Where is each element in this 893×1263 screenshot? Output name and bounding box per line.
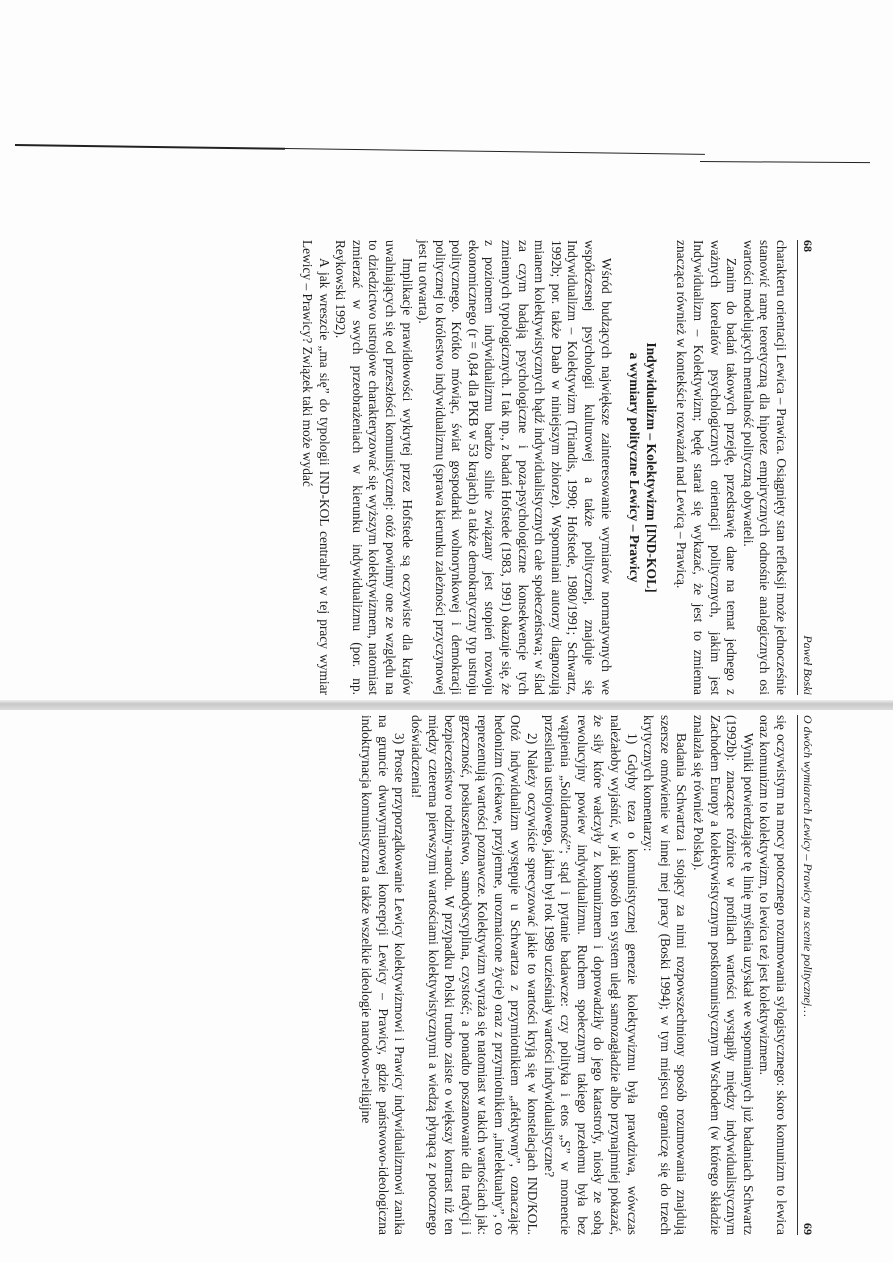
running-head: Paweł Boski <box>801 635 815 695</box>
paragraph: się oczywistym na mocy potocznego rozumowania sylogistycznego: skoro komunizm to lewica oraz komunizm to kolektywizm, to lewica też jest kolektywizmem. <box>757 715 789 1235</box>
paragraph: Wyniki potwierdzające tę linię myślenia uzyskał we wspomnianych już badaniach Schwartz (1992b): znaczące różnice w profilach wartości wystąpiły między indywidualistycznym Zachodem Europy a kolektywistycznym postkomunistycznym Wschodem (w którego składzie znalazła się również Polska). <box>691 715 756 1235</box>
paragraph: charakteru orientacji Lewica – Prawica. Osiągnięty stan refleksji może jednocześnie stanowić ramę teoretyczną dla hipotez empirycznych odnośnie analogicznych osi wartości modelujących mentalność polityczną obywateli. <box>740 240 789 695</box>
paragraph: Implikacje prawidłowości wykrytej przez Hofstede są oczywiste dla krajów uwalniających się od przeszłości komunistycznej: otóż powinny one ze względu na to dziedzictwo ustrojowe charakteryzować się wyższym kolektywizmem, natomiast zmierzać w swych przeobrażeniach w kierunku indywidualizmu (por. np. Reykowski 1992). <box>333 240 415 695</box>
section-heading-line: a wymiary polityczne Lewicy – Prawicy <box>627 352 643 583</box>
paragraph: A jak wreszcie „ma się” do typologii IND-KOL centralny w tej pracy wymiar Lewicy – Prawicy? Związek taki może wydać <box>299 240 332 695</box>
list-item: 3) Proste przyporządkowanie Lewicy kolektywizmowi i Prawicy indywidualizmowi zanika na gruncie dwuwymiarowej koncepcji Lewicy – Prawicy, gdzie państwowo-ideologiczna indoktrynacja komunistyczna a także wszelkie ideologie narodowo-religijne <box>359 715 408 1235</box>
left-page-header <box>797 240 815 695</box>
section-heading <box>626 240 659 695</box>
scan-artifact-line <box>700 161 870 163</box>
page-number: 69 <box>801 1223 815 1235</box>
section-heading-line: Indywidualizm – Kolektywizm [IND-KOL] <box>643 342 659 593</box>
right-page-header <box>797 715 815 1235</box>
list-item: 1) Gdyby teza o komunistycznej genezie kolektywizmu była prawdziwa, wówczas należałoby wyjaśnić, w jaki sposób ten system uległ samozagładzie albo przynajmniej pokazać, że siły które wałczyły z komunizmem i doprowadziły do jego katastrofy, niosły ze sobą rewolucyjny powiew indywidualizmu. Ruchem społecznym takiego przełomu była bez wątpienia „Solidarność”; stąd i pytanie badawcze: czy polityka i etos „S” w momencie przesilenia ustrojowego, jakim był rok 1989 uczieśniały wartości indywidualistyczne? <box>541 715 640 1235</box>
paragraph: Zanim do badań takowych przejdę, przedstawię dane na temat jednego z ważnych korelatów psychologicznych orientacji politycznych, jakim jest Indywidualizm – Kolektywizm; będę starał się wykazać, że jest to zmienna znacząca również w kontekście rozważań nad Lewicą – Prawicą. <box>674 240 740 695</box>
paragraph: Badania Schwartza i stojący za nimi rozpowszechniony sposób rozumowania znajdują szersze omówienie w innej mej pracy (Boski 1994); w tym miejscu ograniczę się do trzech krytycznych komentarzy: <box>641 715 690 1235</box>
critical-comments-list <box>358 715 640 1235</box>
list-item: 2) Należy oczywiście sprecyzować jakie to wartości kryją się w konstelacjach IND/KOL. Otóż indywidualizm występuje u Schwartza z przymiotnikiem „afektywny”, oznaczając hedonizm (ciekawe, przyjemne, urozmaicone życie) oraz z przymiotnikiem „intelektualny”, co reprezentują wartości poznawcze. Kolektywizm wyraża się natomiast w takich wartościach jak: grzeczność, posłuszeństwo, samodyscyplina, czystość; a ponadto poszanowanie dla tradycji i bezpieczeństwo rodziny-narodu. W przypadku Polski trudno zaiste o większy kontrast niż ten między czterema pierwszymi wartościami kolektywistycznymi a wiedzą płynącą z potocznego doświadczenia! <box>408 715 541 1235</box>
paragraph: Wśród budzących największe zainteresowanie wymiarów normatywnych we współczesnej psychologii kulturowej a także politycznej, znajduje się Indywidualizm – Kolektywizm (Triandis, 1990; Hofstede, 1980/1991; Schwartz, 1992b; por. także Daab w niniejszym zbiorze). Wspomniani autorzy diagnozują mianem kolektywistycznych bądź indywidualistycznych całe społeczeństwa; w ślad za czym badają psychologiczne i poza-psychologiczne konsekwencje tych zmiennych typologicznych. I tak np., z badań Hofstede (1983, 1991) okazuje się, że z poziomem indywidualizmu bardzo silnie związany jest stopień rozwoju ekonomicznego (r = 0,84 dla PKB w 53 krajach) a także demokratyczny typ ustroju politycznego. Krótko mówiąc, świat gospodarki wolnorynkowej i demokracji politycznej to królestwo indywidualizmu (sprawa kierunku zależności przyczynowej jest tu otwarta). <box>416 240 614 695</box>
left-page <box>55 240 815 695</box>
book-binding-gutter <box>0 700 893 710</box>
scan-artifact-line <box>15 144 285 150</box>
page-number: 68 <box>801 240 815 252</box>
scan-artifact-line <box>285 148 705 155</box>
right-page <box>55 715 815 1235</box>
running-head: O dwóch wymiarach Lewicy – Prawicy na scenie politycznej… <box>801 715 815 1017</box>
